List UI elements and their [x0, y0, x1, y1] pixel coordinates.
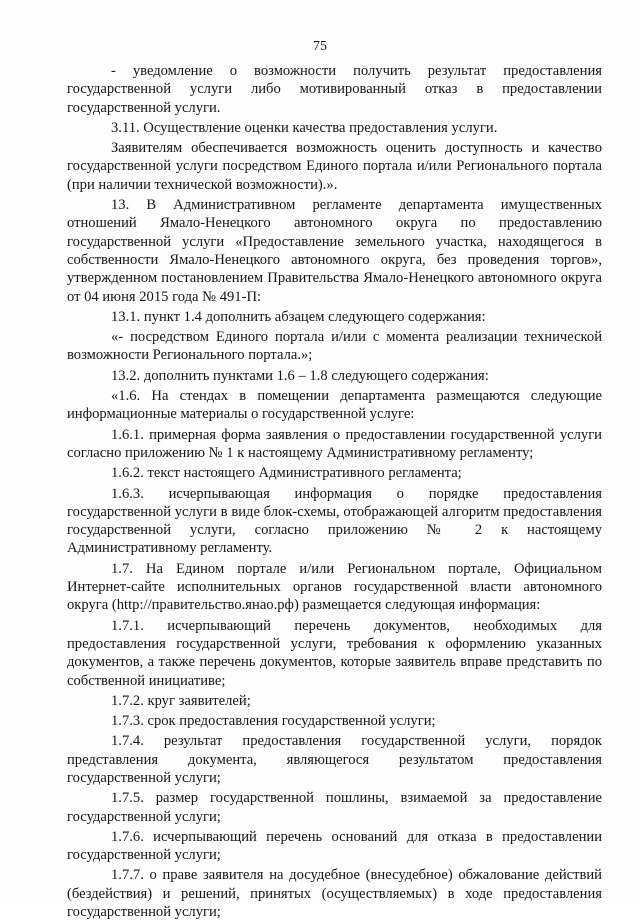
paragraph: «- посредством Единого портала и/или с момента реализации технической возможности Регионального портала.»;	[67, 329, 602, 364]
paragraph: 13.1. пункт 1.4 дополнить абзацем следующего содержания:	[111, 308, 486, 325]
paragraph: - уведомление о возможности получить результат предоставления государственной услуги либо мотивированный отказ в предоставлении государственной услуги.	[67, 63, 602, 116]
paragraph: 3.11. Осуществление оценки качества предоставления услуги.	[111, 119, 498, 136]
paragraph: «1.6. На стендах в помещении департамента размещаются следующие информационные материалы о государственной услуге:	[67, 388, 602, 423]
paragraph: 1.7.6. исчерпывающий перечень оснований для отказа в предоставлении государственной услуги;	[67, 828, 602, 864]
paragraph: 1.7.5. размер государственной пошлины, взимаемой за предоставление государственной услуги;	[67, 790, 602, 825]
paragraph: Заявителям обеспечивается возможность оценить доступность и качество государственной услуги посредством Единого портала и/или Регионального портала (при наличии технической возможности).».	[67, 140, 602, 193]
paragraph: 1.7.1. исчерпывающий перечень документов, необходимых для предоставления государственной услуги, требования к оформлению указанных документов, а также перечень документов, которые заявитель вправе представить по собственной инициативе;	[67, 617, 602, 689]
paragraph: 1.7. На Едином портале и/или Региональном портале, Официальном Интернет-сайте исполнительных органов государственной власти автономного округа (http://правительство.янао.рф) размещается следующая информация:	[67, 560, 602, 614]
paragraph: 1.7.3. срок предоставления государственной услуги;	[111, 713, 436, 730]
paragraph: 1.6.1. примерная форма заявления о предоставлении государственной услуги согласно приложению № 1 к настоящему Административному регламенту;	[67, 426, 602, 461]
paragraph: 13.2. дополнить пунктами 1.6 – 1.8 следующего содержания:	[111, 367, 489, 384]
paragraph: 1.6.2. текст настоящего Административного регламента;	[111, 465, 462, 482]
paragraph: 1.6.3. исчерпывающая информация о порядке предоставления государственной услуги в виде блок-схемы, отображающей алгоритм предоставления государственной услуги, согласно приложению № 2 к настоящему Административному регламенту.	[67, 485, 602, 557]
paragraph: 13. В Административном регламенте департамента имущественных отношений Ямало-Ненецкого автономного округа по предоставлению государственной услуги «Предоставление земельного участка, находящегося в собственности Ямало-Ненецкого автономного округа, без проведения торгов», утвержденном постановлением Правительства Ямало-Ненецкого автономного округа от 04 июня 2015 года № 491-П:	[67, 197, 602, 305]
document-body	[67, 62, 602, 921]
page-number: 75	[313, 39, 327, 54]
paragraph: 1.7.7. о праве заявителя на досудебное (внесудебное) обжалование действий (бездействия) и решений, принятых (осуществляемых) в ходе предоставления государственной услуги;	[67, 867, 602, 921]
paragraph: 1.7.4. результат предоставления государственной услуги, порядок представления документа, являющегося результатом предоставления государственной услуги;	[67, 733, 602, 786]
paragraph: 1.7.2. круг заявителей;	[111, 692, 251, 709]
